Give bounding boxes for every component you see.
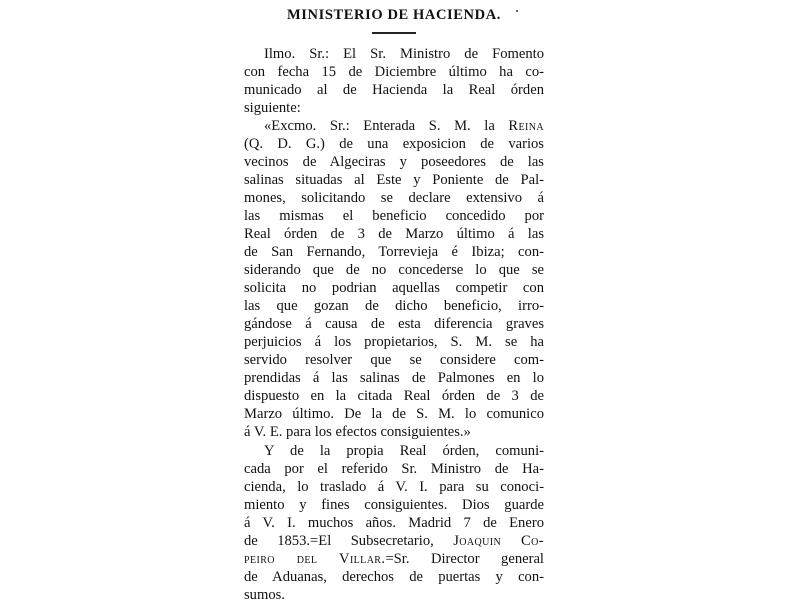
line-text: de San Fernando, Torrevieja é Ibiza; con- [244, 244, 544, 261]
text-line [244, 189, 544, 207]
line-text: á V. E. para los efectos consiguientes.» [244, 424, 471, 441]
text-line [244, 81, 544, 99]
text-line [244, 532, 544, 550]
article-body [244, 45, 544, 604]
line-text: solicita no podrian aquellas competir con [244, 280, 544, 297]
article-column [244, 0, 544, 604]
line-text: de Aduanas, derechos de puertas y con- [244, 568, 544, 585]
line-text: prendidas á las salinas de Palmones en lo [244, 370, 544, 387]
text-line [244, 369, 544, 387]
text-line [244, 568, 544, 586]
text-line [244, 153, 544, 171]
line-text: siguiente: [244, 99, 301, 116]
line-text: cada por el referido Sr. Ministro de Ha- [244, 460, 544, 477]
text-line [244, 586, 544, 604]
small-caps-name: Joaquin Co- [453, 532, 544, 549]
small-caps-name: Reina [508, 117, 544, 134]
line-text: con fecha 15 de Diciembre último ha co- [244, 63, 544, 80]
text-line [244, 171, 544, 189]
text-line [244, 243, 544, 261]
text-line [244, 261, 544, 279]
line-text: «Excmo. Sr.: Enterada S. M. la [264, 117, 509, 134]
line-text: siderando que de no concederse lo que se [244, 262, 544, 279]
line-text: á V. I. muchos años. Madrid 7 de Enero [244, 514, 544, 531]
text-line [244, 460, 544, 478]
text-line [244, 351, 544, 369]
text-line [244, 297, 544, 315]
title-rule [372, 32, 416, 34]
line-text: vecinos de Algeciras y poseedores de las [244, 153, 544, 170]
text-line [244, 496, 544, 514]
text-line [244, 225, 544, 243]
text-line [244, 117, 544, 135]
text-line [244, 99, 544, 117]
text-line [244, 387, 544, 405]
article-title: MINISTERIO DE HACIENDA. [286, 7, 501, 23]
line-text: miento y fines consiguientes. Dios guarde [244, 496, 544, 513]
text-line [244, 442, 544, 460]
line-text: gándose á causa de esta diferencia graves [244, 316, 544, 333]
text-line [244, 333, 544, 351]
text-line [244, 405, 544, 423]
text-line [244, 63, 544, 81]
small-caps-name: peiro del Villar. [244, 550, 386, 567]
text-line [244, 279, 544, 297]
line-text: Ilmo. Sr.: El Sr. Ministro de Fomento [264, 45, 544, 62]
text-line [244, 315, 544, 333]
line-text: perjuicios á los propietarios, S. M. se ha [244, 334, 544, 351]
line-text: mones, solicitando se declare extensivo á [244, 189, 544, 206]
line-text: =Sr. Director general [385, 550, 544, 567]
line-text: de 1853.=El Subsecretario, [244, 532, 454, 549]
text-line [244, 45, 544, 63]
text-line [244, 478, 544, 496]
text-line [244, 423, 544, 441]
text-line [244, 135, 544, 153]
line-text: servido resolver que se considere com- [244, 352, 544, 369]
line-text: salinas situadas al Este y Poniente de Pal- [244, 171, 544, 188]
line-text: (Q. D. G.) de una exposicion de varios [244, 135, 544, 152]
line-text: cienda, lo traslado á V. I. para su conoci- [244, 478, 544, 495]
line-text: las mismas el beneficio concedido por [244, 207, 544, 224]
line-text: sumos. [244, 586, 285, 603]
text-line [244, 514, 544, 532]
line-text: Marzo último. De la de S. M. lo comunico [244, 406, 544, 423]
text-line [244, 207, 544, 225]
line-text: Y de la propia Real órden, comuni- [264, 442, 544, 459]
line-text: dispuesto en la citada Real órden de 3 de [244, 388, 544, 405]
line-text: Real órden de 3 de Marzo último á las [244, 225, 544, 242]
text-line [244, 550, 544, 568]
line-text: las que gozan de dicho beneficio, irro- [244, 298, 544, 315]
line-text: municado al de Hacienda la Real órden [244, 81, 544, 98]
